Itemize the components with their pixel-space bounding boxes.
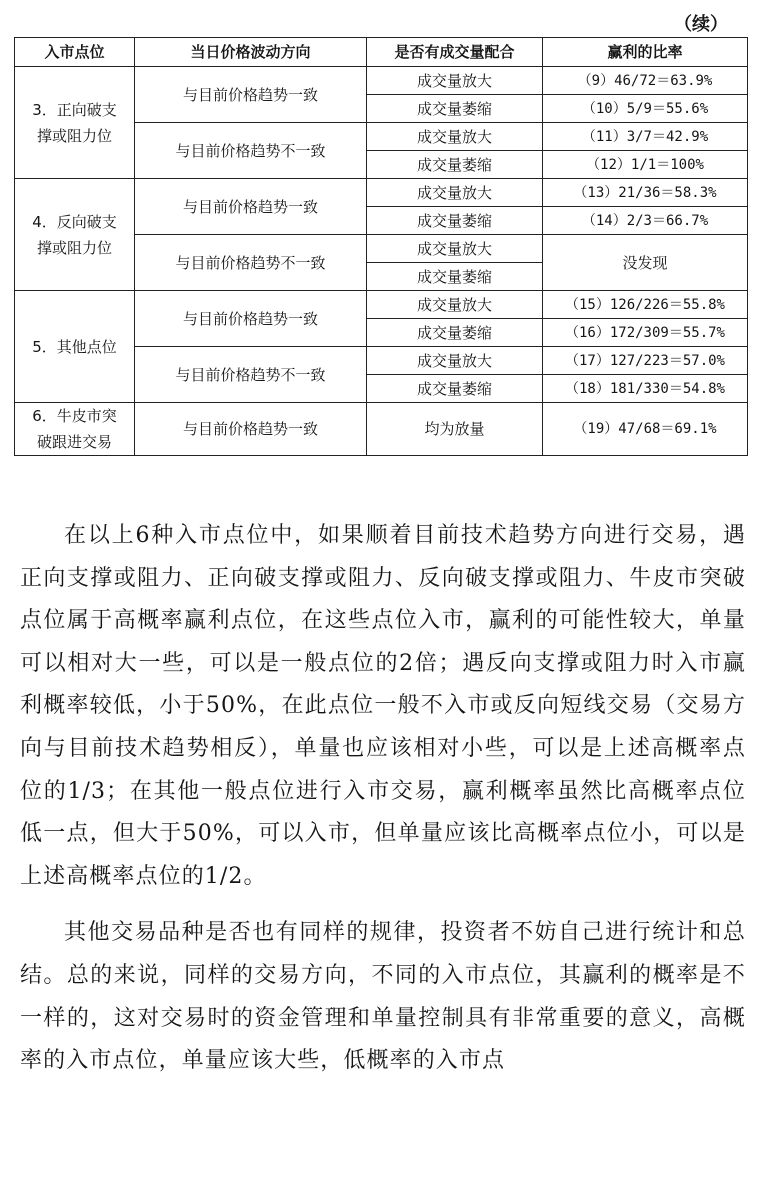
paragraph: 在以上6种入市点位中，如果顺着目前技术趋势方向进行交易，遇正向支撑或阻力、正向破支撑或阻力、反向破支撑或阻力、牛皮市突破点位属于高概率赢利点位，在这些点位入市，赢利的可能性较大，单量可以相对大一些，可以是一般点位的2倍；遇反向支撑或阻力时入市赢利概率较低，小于50%，在此点位一般不入市或反向短线交易（交易方向与目前技术趋势相反），单量也应该相对小些，可以是上述高概率点位的1/3；在其他一般点位进行入市交易，赢利概率虽然比高概率点位低一点，但大于50%，可以入市，但单量应该比高概率点位小，可以是上述高概率点位的1/2。: [20, 523, 746, 889]
table-body: [15, 67, 748, 456]
price-direction-cell: 与目前价格趋势一致: [135, 403, 367, 456]
volume-cell: 成交量萎缩: [367, 375, 543, 403]
win-ratio-cell: （19）47/68＝69.1%: [543, 403, 748, 456]
entry-position-cell: 5．其他点位: [15, 291, 135, 403]
volume-cell: 成交量放大: [367, 123, 543, 151]
paragraph: 其他交易品种是否也有同样的规律，投资者不妨自己进行统计和总结。总的来说，同样的交易方向，不同的入市点位，其赢利的概率是不一样的，这对交易时的资金管理和单量控制具有非常重要的意义，高概率的入市点位，单量应该大些，低概率的入市点: [20, 920, 746, 1074]
header-volume-match: 是否有成交量配合: [367, 38, 543, 67]
win-ratio-cell: （15）126/226＝55.8%: [543, 291, 748, 319]
price-direction-cell: 与目前价格趋势不一致: [135, 347, 367, 403]
price-direction-cell: 与目前价格趋势一致: [135, 67, 367, 123]
win-ratio-cell: （16）172/309＝55.7%: [543, 319, 748, 347]
volume-cell: 成交量萎缩: [367, 207, 543, 235]
entry-position-cell: 6．牛皮市突破跟进交易: [15, 403, 135, 456]
entry-position-cell: 4．反向破支撑或阻力位: [15, 179, 135, 291]
price-direction-cell: 与目前价格趋势一致: [135, 179, 367, 235]
volume-cell: 成交量萎缩: [367, 95, 543, 123]
win-ratio-cell: （17）127/223＝57.0%: [543, 347, 748, 375]
table-row: [15, 179, 748, 207]
table-row: [15, 291, 748, 319]
win-ratio-cell: （13）21/36＝58.3%: [543, 179, 748, 207]
volume-cell: 成交量萎缩: [367, 319, 543, 347]
table-header-row: [15, 38, 748, 67]
volume-cell: 成交量萎缩: [367, 151, 543, 179]
table-row: [15, 67, 748, 95]
entry-position-cell: 3．正向破支撑或阻力位: [15, 67, 135, 179]
volume-cell: 成交量放大: [367, 347, 543, 375]
table-row: [15, 403, 748, 456]
price-direction-cell: 与目前价格趋势一致: [135, 291, 367, 347]
header-entry-position: 入市点位: [15, 38, 135, 67]
header-price-direction: 当日价格波动方向: [135, 38, 367, 67]
header-win-ratio: 赢利的比率: [543, 38, 748, 67]
volume-cell: 均为放量: [367, 403, 543, 456]
continued-mark: （续）: [674, 14, 728, 35]
win-ratio-cell: 没发现: [543, 235, 748, 291]
volume-cell: 成交量放大: [367, 291, 543, 319]
volume-cell: 成交量放大: [367, 235, 543, 263]
win-ratio-cell: （9）46/72＝63.9%: [543, 67, 748, 95]
win-rate-table: [14, 37, 748, 456]
volume-cell: 成交量萎缩: [367, 263, 543, 291]
volume-cell: 成交量放大: [367, 67, 543, 95]
win-ratio-cell: （12）1/1＝100%: [543, 151, 748, 179]
price-direction-cell: 与目前价格趋势不一致: [135, 235, 367, 291]
volume-cell: 成交量放大: [367, 179, 543, 207]
win-ratio-cell: （18）181/330＝54.8%: [543, 375, 748, 403]
win-ratio-cell: （10）5/9＝55.6%: [543, 95, 748, 123]
win-ratio-cell: （11）3/7＝42.9%: [543, 123, 748, 151]
price-direction-cell: 与目前价格趋势不一致: [135, 123, 367, 179]
win-ratio-cell: （14）2/3＝66.7%: [543, 207, 748, 235]
body-text: [20, 515, 746, 1083]
